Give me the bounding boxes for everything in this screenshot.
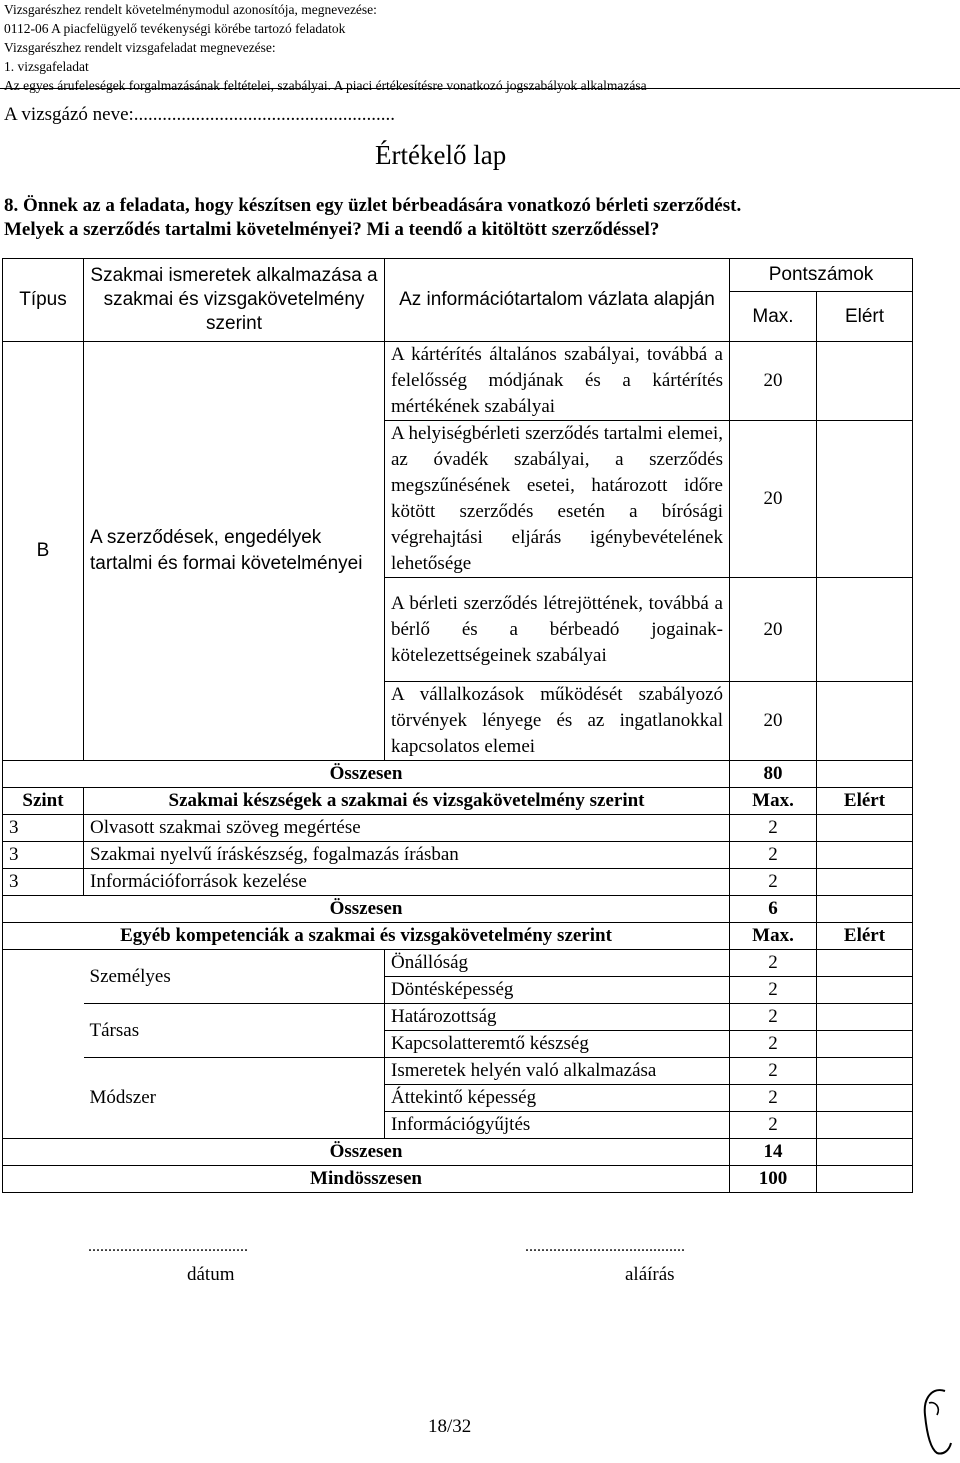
header-divider [0, 88, 960, 89]
competency-item: Információgyűjtés [385, 1112, 730, 1139]
achieved-points [817, 682, 913, 761]
achieved-total [817, 761, 913, 788]
max-points: 2 [730, 842, 817, 869]
skill-level: 3 [3, 842, 84, 869]
task-description [4, 194, 954, 242]
blank-cell [3, 950, 84, 977]
achieved-points [817, 1031, 913, 1058]
competency-group: Módszer [84, 1058, 385, 1139]
achieved-points [817, 1058, 913, 1085]
competency-group: Társas [84, 1004, 385, 1058]
blank-cell [3, 1112, 84, 1139]
section-type: B [3, 342, 84, 761]
header-line: Az egyes árufeleségek forgalmazásának feltételei, szabályai. A piaci értékesítésre vonatkozó jogszabályok alkalmazása [4, 78, 647, 93]
achieved-points [817, 1004, 913, 1031]
section-total-label: Összesen [3, 761, 730, 788]
skill-item: Információforrások kezelése [84, 869, 730, 896]
skill-item: Olvasott szakmai szöveg megértése [84, 815, 730, 842]
blank-cell [3, 977, 84, 1004]
date-label: dátum [187, 1264, 235, 1285]
competencies-total-label: Összesen [3, 1139, 730, 1166]
page-title: Értékelő lap [375, 140, 507, 170]
skills-achieved-header: Elért [817, 788, 913, 815]
header-max: Max. [730, 292, 817, 342]
signature-label: aláírás [625, 1264, 675, 1285]
competency-item: Áttekintő képesség [385, 1085, 730, 1112]
max-points: 2 [730, 869, 817, 896]
handwritten-signature-mark [915, 1385, 955, 1457]
date-line: ........................................ [88, 1238, 248, 1255]
competency-item: Önállóság [385, 950, 730, 977]
content-item: A vállalkozások működését szabályozó törvények lényege és az ingatlanokkal kapcsolatos elemei [385, 682, 730, 761]
achieved-points [817, 578, 913, 682]
blank-cell [3, 1031, 84, 1058]
achieved-total [817, 1139, 913, 1166]
max-points: 2 [730, 1085, 817, 1112]
competency-item: Kapcsolatteremtő készség [385, 1031, 730, 1058]
max-points: 2 [730, 977, 817, 1004]
achieved-points [817, 950, 913, 977]
skills-total: 6 [730, 896, 817, 923]
competencies-heading: Egyéb kompetenciák a szakmai és vizsgakövetelmény szerint [3, 923, 730, 950]
achieved-points [817, 421, 913, 578]
content-item: A bérleti szerződés létrejöttének, továbbá a bérlő és a bérbeadó jogainak-kötelezettségeinek szabályai [385, 578, 730, 682]
competency-item: Határozottság [385, 1004, 730, 1031]
achieved-points [817, 1112, 913, 1139]
achieved-points [817, 842, 913, 869]
achieved-grand-total [817, 1166, 913, 1193]
header-type: Típus [3, 259, 84, 342]
max-points: 2 [730, 815, 817, 842]
max-points: 2 [730, 1004, 817, 1031]
header-achieved: Elért [817, 292, 913, 342]
max-points: 20 [730, 342, 817, 421]
skill-level: 3 [3, 869, 84, 896]
skills-level-header: Szint [3, 788, 84, 815]
competency-group: Személyes [84, 950, 385, 1004]
document-header [4, 0, 954, 95]
header-line: 1. vizsgafeladat [4, 59, 89, 74]
max-points: 2 [730, 1031, 817, 1058]
examinee-name-field: A vizsgázó neve:....................................................... [4, 104, 396, 125]
task-line: 8. Önnek az a feladata, hogy készítsen egy üzlet bérbeadására vonatkozó bérleti szerződést. [4, 195, 742, 216]
page-number: 18/32 [428, 1416, 472, 1437]
max-points: 20 [730, 421, 817, 578]
achieved-points [817, 815, 913, 842]
blank-cell [3, 1085, 84, 1112]
signature-line: ........................................ [525, 1238, 685, 1255]
competency-item: Ismeretek helyén való alkalmazása [385, 1058, 730, 1085]
competencies-achieved-header: Elért [817, 923, 913, 950]
skills-heading: Szakmai készségek a szakmai és vizsgakövetelmény szerint [84, 788, 730, 815]
skill-level: 3 [3, 815, 84, 842]
header-line: Vizsgarészhez rendelt vizsgafeladat megnevezése: [4, 40, 276, 55]
competencies-max-header: Max. [730, 923, 817, 950]
blank-cell [3, 1058, 84, 1085]
max-points: 2 [730, 950, 817, 977]
max-points: 20 [730, 578, 817, 682]
achieved-points [817, 869, 913, 896]
max-points: 2 [730, 1112, 817, 1139]
header-line: 0112-06 A piacfelügyelő tevékenységi körébe tartozó feladatok [4, 21, 346, 36]
competency-item: Döntésképesség [385, 977, 730, 1004]
skills-total-label: Összesen [3, 896, 730, 923]
achieved-total [817, 896, 913, 923]
blank-cell [3, 1004, 84, 1031]
achieved-points [817, 342, 913, 421]
header-line: Vizsgarészhez rendelt követelménymodul azonosítója, megnevezése: [4, 2, 377, 17]
section-total: 80 [730, 761, 817, 788]
achieved-points [817, 1085, 913, 1112]
content-item: A helyiségbérleti szerződés tartalmi elemei, az óvadék szabályai, a szerződés megszűnésének esetei, határozott időre kötött szerződés esetén a bírósági végrehajtási eljárás igénybevételének lehetősége [385, 421, 730, 578]
header-points: Pontszámok [730, 259, 913, 292]
header-outline: Az információtartalom vázlata alapján [385, 259, 730, 342]
skills-max-header: Max. [730, 788, 817, 815]
grand-total: 100 [730, 1166, 817, 1193]
content-item: A kártérítés általános szabályai, továbbá a felelősség módjának és a kártérítés mértékének szabályai [385, 342, 730, 421]
task-line: Melyek a szerződés tartalmi követelményei? Mi a teendő a kitöltött szerződéssel? [4, 219, 660, 240]
max-points: 20 [730, 682, 817, 761]
competencies-total: 14 [730, 1139, 817, 1166]
evaluation-table [2, 258, 913, 1193]
section-topic: A szerződések, engedélyek tartalmi és formai követelményei [84, 342, 385, 761]
header-knowledge: Szakmai ismeretek alkalmazása a szakmai és vizsgakövetelmény szerint [84, 259, 385, 342]
max-points: 2 [730, 1058, 817, 1085]
achieved-points [817, 977, 913, 1004]
grand-total-label: Mindösszesen [3, 1166, 730, 1193]
skill-item: Szakmai nyelvű íráskészség, fogalmazás írásban [84, 842, 730, 869]
